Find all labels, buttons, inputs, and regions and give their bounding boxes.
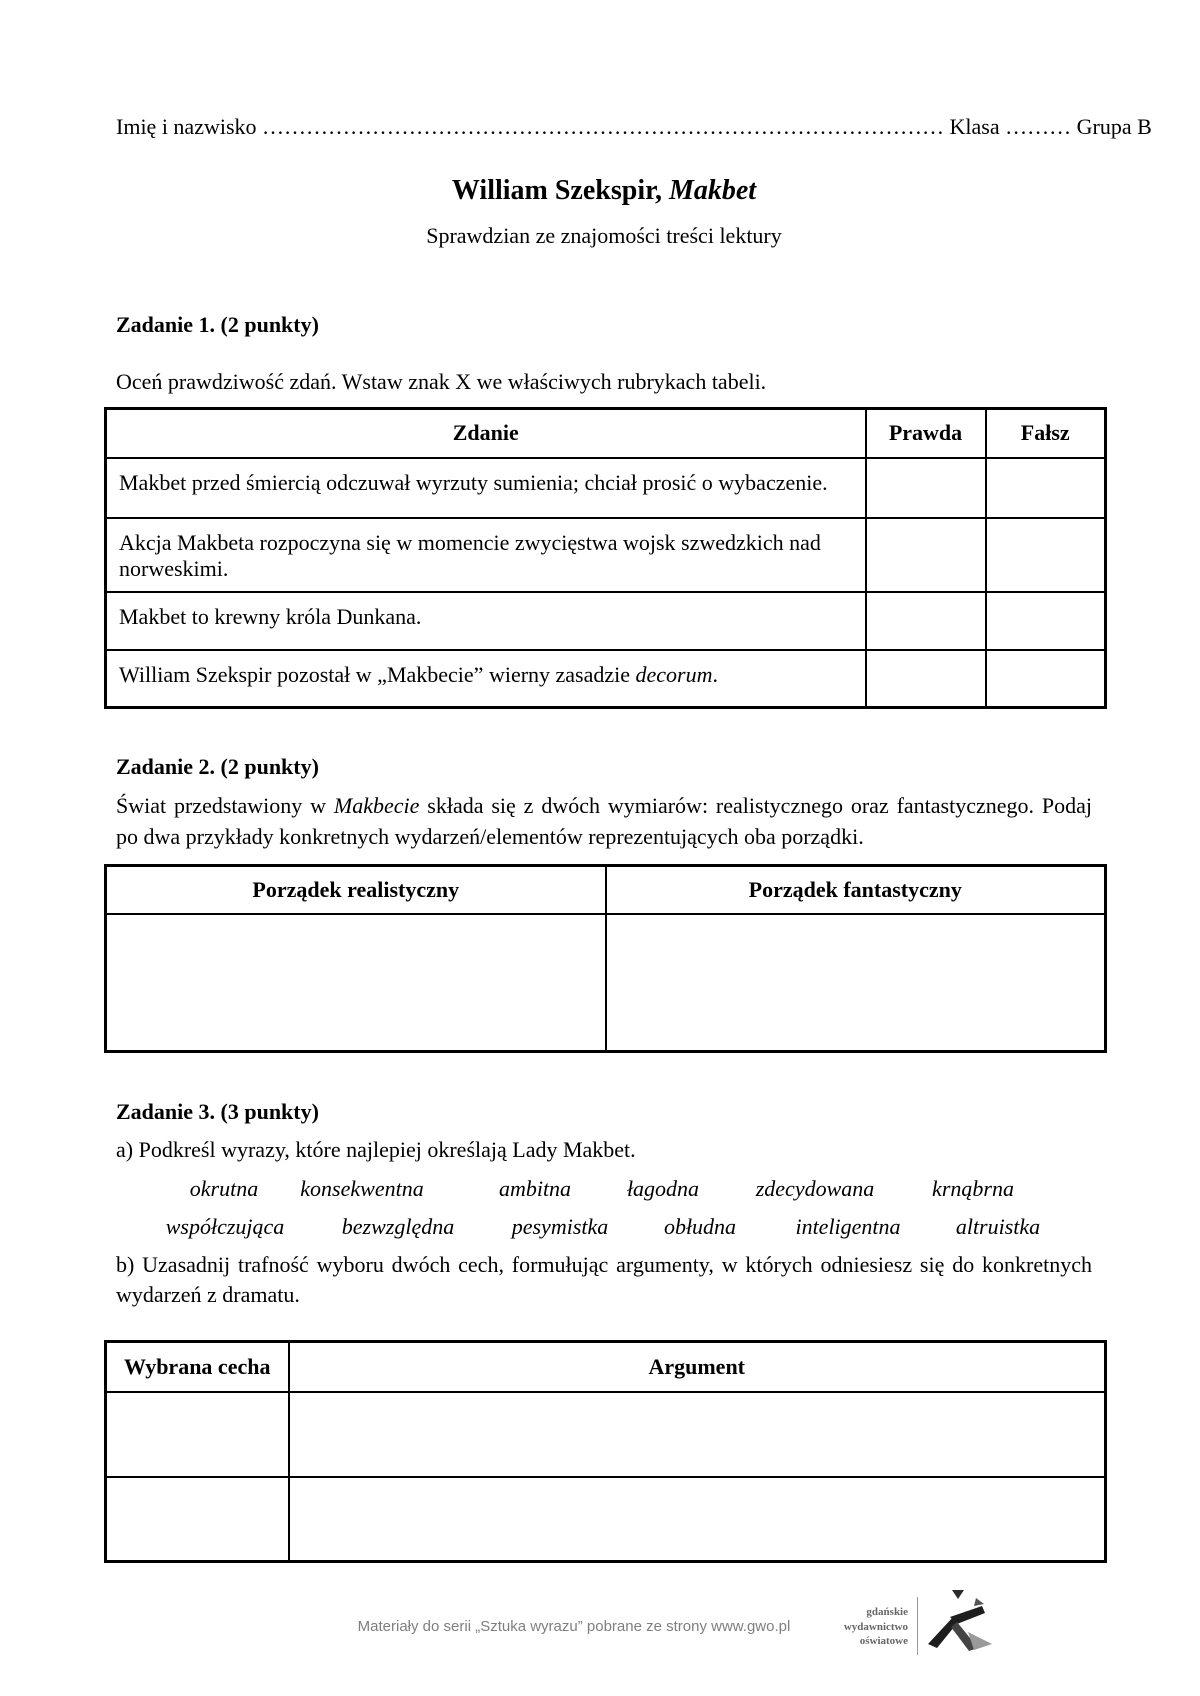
- class-fill-dots: ………: [1005, 114, 1072, 139]
- task3-part-b: [116, 1250, 1092, 1310]
- task3-part-b-line-2: wydarzeń z dramatu.: [116, 1282, 300, 1307]
- class-label: Klasa: [949, 114, 1000, 139]
- trait-word: łagodna: [626, 1176, 700, 1201]
- table-row: [106, 1392, 1106, 1477]
- statement-text: William Szekspir pozostał w „Makbecie” wierny zasadzie: [119, 661, 636, 687]
- logo-shape: [952, 1590, 964, 1599]
- statement-cell: Makbet to krewny króla Dunkana.: [106, 592, 866, 650]
- answer-cell-false: [986, 518, 1106, 592]
- statement-cell: [106, 650, 866, 708]
- answer-cell-argument: [289, 1477, 1106, 1562]
- answer-cell-false: [986, 458, 1106, 518]
- student-info-line: [116, 112, 1152, 142]
- column-header-argument: Argument: [289, 1342, 1106, 1392]
- trait-word: ambitna: [498, 1176, 572, 1201]
- title-work: Makbet: [668, 175, 757, 206]
- name-label: Imię i nazwisko: [116, 114, 257, 139]
- title-author: William Szekspir,: [451, 175, 662, 206]
- task3-part-a: a) Podkreśl wyrazy, które najlepiej określają Lady Makbet.: [116, 1137, 636, 1162]
- trait-word: bezwzględna: [341, 1214, 455, 1239]
- answer-cell-true: [866, 458, 986, 518]
- column-header-realistic: Porządek realistyczny: [106, 866, 606, 914]
- table-header-row: [106, 866, 1106, 914]
- answer-cell-argument: [289, 1392, 1106, 1477]
- statement-cell: Akcja Makbeta rozpoczyna się w momencie zwycięstwa wojsk szwedzkich nad norweskimi.: [106, 518, 866, 592]
- task1-true-false-table: [104, 407, 1107, 709]
- statement-cell: Makbet przed śmiercią odczuwał wyrzuty sumienia; chciał prosić o wybaczenie.: [106, 458, 866, 518]
- table-header-row: [106, 409, 1106, 458]
- trait-word: konsekwentna: [300, 1176, 424, 1201]
- column-header-statement: Zdanie: [106, 409, 866, 458]
- column-header-true: Prawda: [866, 409, 986, 458]
- trait-word: współczująca: [165, 1214, 285, 1239]
- page-title: [104, 173, 1104, 209]
- answer-cell-true: [866, 592, 986, 650]
- answer-cell-fantastic: [606, 914, 1106, 1052]
- task1-heading: Zadanie 1. (2 punkty): [116, 312, 319, 337]
- statement-text-end: .: [712, 661, 719, 687]
- trait-word: altruistka: [955, 1214, 1041, 1239]
- answer-cell-realistic: [106, 914, 606, 1052]
- logo-shape: [950, 1606, 985, 1624]
- table-row: [106, 458, 1106, 518]
- name-fill-dots: …………………………………………………………………………………: [262, 114, 945, 139]
- footer-source-note: Materiały do serii „Sztuka wyrazu” pobrane ze strony www.gwo.pl: [357, 1618, 791, 1635]
- italic-title-segment: Makbecie: [333, 793, 420, 818]
- text-segment: składa się z dwóch wymiarów: realistycznego oraz fantastycznego. Podaj: [419, 793, 1092, 818]
- page-subtitle: Sprawdzian ze znajomości treści lektury: [426, 223, 782, 248]
- task2-orders-table: [104, 864, 1107, 1053]
- trait-word: okrutna: [189, 1176, 259, 1201]
- statement-italic-term: decorum: [635, 661, 713, 687]
- text-segment: Świat przedstawiony w: [116, 793, 334, 818]
- table-row: [106, 1477, 1106, 1562]
- column-header-trait: Wybrana cecha: [106, 1342, 289, 1392]
- trait-word: pesymistka: [511, 1214, 609, 1239]
- answer-cell-true: [866, 650, 986, 708]
- task1-instruction: Oceń prawdziwość zdań. Wstaw znak X we właściwych rubrykach tabeli.: [116, 369, 767, 394]
- table-row: [106, 650, 1106, 708]
- task3-part-b-line-1: b) Uzasadnij trafność wyboru dwóch cech, formułując argumenty, w których odniesiesz się do konkretnych: [116, 1252, 1092, 1277]
- logo-shape: [974, 1598, 984, 1606]
- task2-heading: Zadanie 2. (2 punkty): [116, 754, 319, 779]
- gwo-logo-icon: [924, 1586, 994, 1662]
- task2-instruction: [116, 790, 1092, 852]
- trait-word: inteligentna: [795, 1214, 901, 1239]
- logo-text-line: gdańskie: [866, 1606, 908, 1618]
- answer-cell-false: [986, 592, 1106, 650]
- task2-instruction-line-2: po dwa przykłady konkretnych wydarzeń/elementów reprezentujących oba porządki.: [116, 824, 864, 849]
- trait-word: obłudna: [663, 1214, 737, 1239]
- column-header-fantastic: Porządek fantastyczny: [606, 866, 1106, 914]
- group-label: Grupa B: [1076, 114, 1152, 139]
- table-row: [106, 914, 1106, 1052]
- logo-text-line: wydawnictwo: [843, 1620, 908, 1633]
- logo-text-line: oświatowe: [859, 1635, 908, 1647]
- task3-arguments-table: [104, 1340, 1107, 1563]
- table-row: [106, 592, 1106, 650]
- answer-cell-trait: [106, 1392, 289, 1477]
- trait-word: krnąbrna: [932, 1176, 1014, 1201]
- answer-cell-trait: [106, 1477, 289, 1562]
- trait-word: zdecydowana: [755, 1176, 875, 1201]
- column-header-false: Fałsz: [986, 409, 1106, 458]
- table-header-row: [106, 1342, 1106, 1392]
- task3-heading: Zadanie 3. (3 punkty): [116, 1099, 319, 1124]
- task2-instruction-line-1: [116, 790, 1092, 821]
- table-row: [106, 518, 1106, 592]
- answer-cell-true: [866, 518, 986, 592]
- logo-divider: [917, 1597, 918, 1655]
- answer-cell-false: [986, 650, 1106, 708]
- publisher-logo-text: [828, 1605, 908, 1649]
